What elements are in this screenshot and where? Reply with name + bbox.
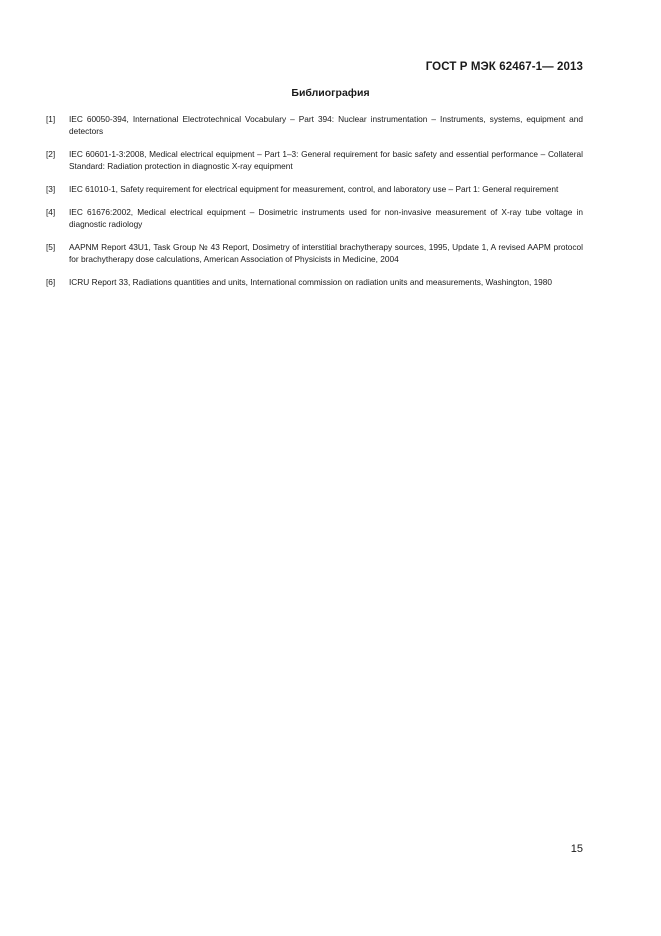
reference-item [46,148,583,172]
reference-item [46,276,583,288]
reference-number: [4] [46,207,56,217]
reference-text: AAPNM Report 43U1, Task Group № 43 Report, Dosimetry of interstitial brachytherapy sources, 1995, Update 1, A revised AAPM protocol for brachytherapy dose calculations, American Association of Physicists in Medicine, 2004 [69,242,583,264]
reference-list [46,113,583,299]
reference-item [46,183,583,195]
reference-number: [6] [46,277,56,287]
reference-number: [5] [46,242,56,252]
reference-item [46,241,583,265]
reference-text: IEC 61676:2002, Medical electrical equipment – Dosimetric instruments used for non-invasive measurement of X-ray tube voltage in diagnostic radiology [69,207,583,229]
document-id-header: ГОСТ Р МЭК 62467-1— 2013 [425,61,583,73]
reference-text: IEC 61010-1, Safety requirement for electrical equipment for measurement, control, and laboratory use – Part 1: General requirement [69,184,559,194]
reference-number: [2] [46,149,56,159]
reference-text: ICRU Report 33, Radiations quantities and units, International commission on radiation units and measurements, Washington, 1980 [69,277,553,287]
reference-text: IEC 60050-394, International Electrotechnical Vocabulary – Part 394: Nuclear instrumentation – Instruments, systems, equipment and detectors [69,114,583,136]
reference-number: [3] [46,184,56,194]
reference-text: IEC 60601-1-3:2008, Medical electrical equipment – Part 1–3: General requirement for basic safety and essential performance – Collateral Standard: Radiation protection in diagnostic X-ray equipment [69,149,583,171]
page-number: 15 [570,843,583,855]
reference-item [46,113,583,137]
reference-number: [1] [46,114,56,124]
reference-item [46,206,583,230]
bibliography-title: Библиография [291,87,370,99]
